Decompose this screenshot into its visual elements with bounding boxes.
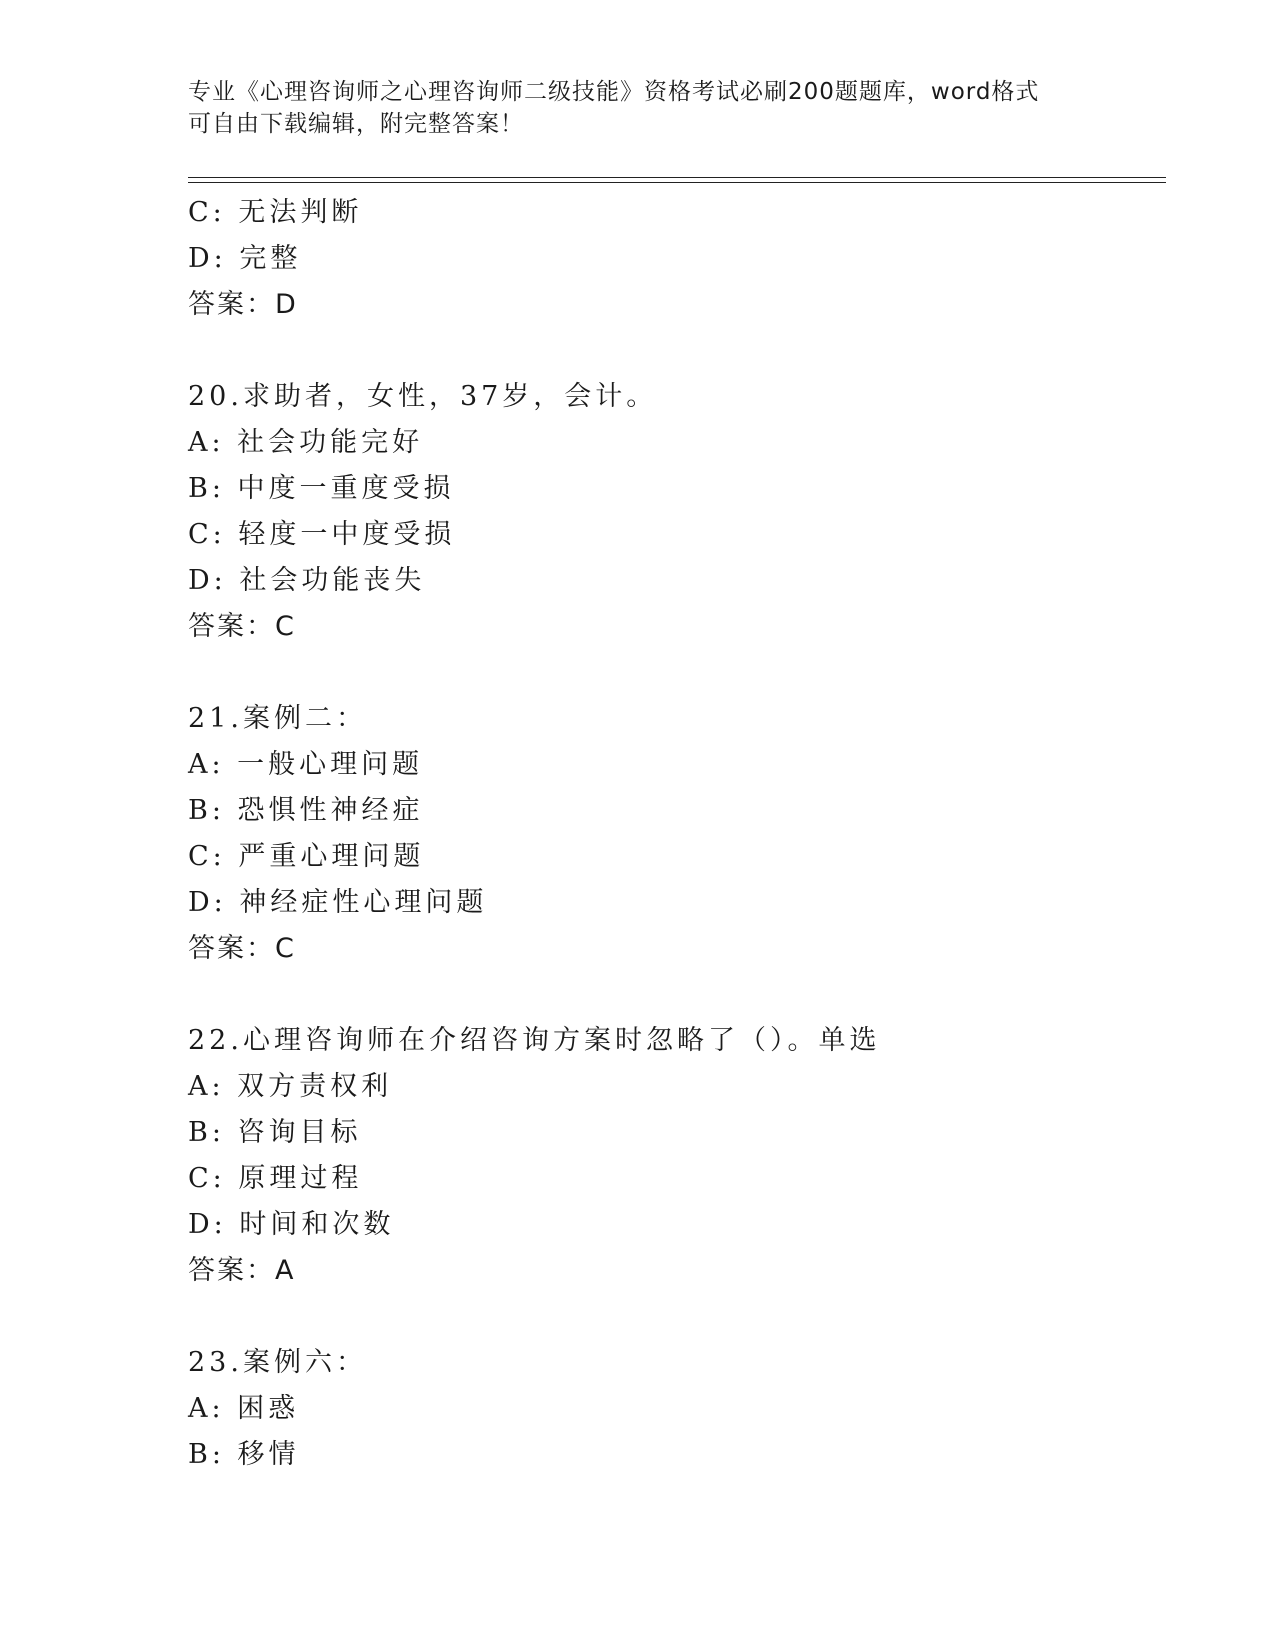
question-19-continued xyxy=(188,190,1166,328)
option-d: D: 完整 xyxy=(188,243,302,274)
question-21 xyxy=(188,696,1166,972)
question-title: 20.求助者，女性，37岁，会计。 xyxy=(188,381,658,412)
question-22 xyxy=(188,1018,1166,1294)
option-b: B: 恐惧性神经症 xyxy=(188,795,424,826)
option-a: A: 一般心理问题 xyxy=(188,749,424,780)
question-title: 22.心理咨询师在介绍咨询方案时忽略了（）。单选 xyxy=(188,1025,881,1056)
header-line-2: 可自由下载编辑，附完整答案！ xyxy=(188,111,524,137)
option-c: C: 轻度一中度受损 xyxy=(188,519,456,550)
option-d: D: 时间和次数 xyxy=(188,1209,395,1240)
header-divider-top xyxy=(188,177,1166,178)
answer-line: 答案：C xyxy=(188,933,296,964)
option-b: B: 移情 xyxy=(188,1439,300,1470)
answer-line: 答案：C xyxy=(188,611,296,642)
question-20 xyxy=(188,374,1166,650)
option-a: A: 双方责权利 xyxy=(188,1071,393,1102)
question-23 xyxy=(188,1340,1166,1478)
option-b: B: 中度一重度受损 xyxy=(188,473,455,504)
option-a: A: 社会功能完好 xyxy=(188,427,424,458)
option-b: B: 咨询目标 xyxy=(188,1117,362,1148)
answer-line: 答案：D xyxy=(188,289,298,320)
option-c: C: 无法判断 xyxy=(188,197,363,228)
option-a: A: 困惑 xyxy=(188,1393,300,1424)
question-list xyxy=(188,190,1166,1478)
option-d: D: 神经症性心理问题 xyxy=(188,887,488,918)
question-title: 23.案例六： xyxy=(188,1347,367,1378)
header-line-1: 专业《心理咨询师之心理咨询师二级技能》资格考试必刷200题题库，word格式 xyxy=(188,79,1040,105)
document-header xyxy=(188,76,1088,140)
option-c: C: 严重心理问题 xyxy=(188,841,425,872)
header-divider-bottom xyxy=(188,182,1166,183)
answer-line: 答案：A xyxy=(188,1255,296,1286)
option-c: C: 原理过程 xyxy=(188,1163,363,1194)
option-d: D: 社会功能丧失 xyxy=(188,565,426,596)
question-title: 21.案例二： xyxy=(188,703,367,734)
